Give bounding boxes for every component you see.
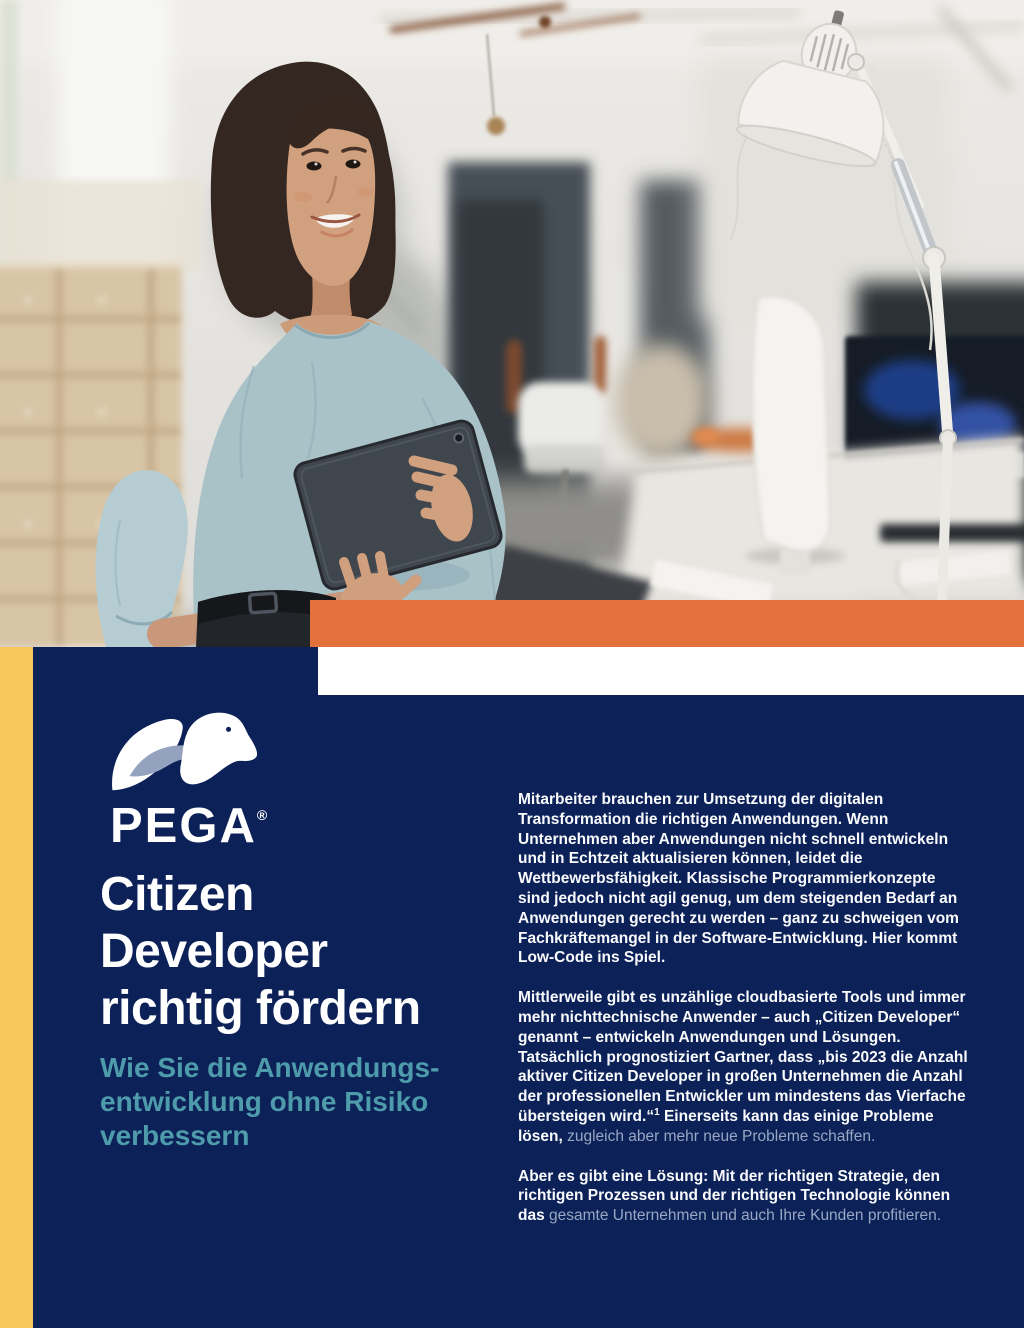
muted-text: gesamte Unternehmen und auch Ihre Kunden profitieren. — [544, 1207, 942, 1225]
registered-mark: ® — [256, 807, 268, 823]
body-paragraph-3: Aber es gibt eine Lösung: Mit der richtigen Strategie, den richtigen Prozessen und der richtigen Technologie können das gesamte Unternehmen und auch Ihre Kunden profitieren. — [518, 1167, 951, 1225]
navy-panel — [33, 647, 1024, 1328]
title-line: Citizen — [100, 868, 254, 921]
footnote-marker: 1 — [654, 1106, 660, 1118]
subtitle-line: entwicklung ohne Risiko — [100, 1086, 429, 1117]
title-line: richtig fördern — [100, 982, 421, 1035]
white-band — [318, 647, 1024, 695]
subtitle-line: verbessern — [100, 1120, 250, 1151]
body-paragraph-1: Mitarbeiter brauchen zur Umsetzung der digitalen Transformation die richtigen Anwendungen. Wenn Unternehmen aber Anwendungen nicht schnell entwickeln und in Echtzeit aktualisieren können, leidet die Wettbewerbsfähigkeit. Klassische Programmierkonzepte sind jedoch nicht agil genug, um dem steigenden Bedarf an Anwendungen gerecht zu werden – ganz zu schweigen vom Fachkräftemangel in der Software-Entwicklung. Hier kommt Low-Code ins Spiel. — [518, 791, 959, 967]
orange-bar — [310, 600, 1024, 647]
body-paragraph-2: Mittlerweile gibt es unzählige cloudbasierte Tools und immer mehr nichttechnische Anwender – auch „Citizen Developer“ genannt – entwickeln Anwendungen und Lösungen. Tatsächlich prognostiziert Gartner, dass „bis 2023 die Anzahl aktiver Citizen Developer in großen Unternehmen die Anzahl der professionellen Entwickler um mindestens das Vierfache übersteigen wird.“$^1$ Einerseits kann das einige Probleme lösen, zugleich aber mehr neue Probleme schaffen. — [518, 989, 968, 1145]
hero-photo — [0, 0, 1024, 647]
yellow-stripe — [0, 647, 33, 1328]
title-line: Developer — [100, 925, 328, 978]
muted-text: zugleich aber mehr neue Probleme schaffen. — [562, 1127, 876, 1145]
brand-wordmark: PEGA® — [110, 799, 268, 853]
subtitle-line: Wie Sie die Anwendungs- — [100, 1052, 440, 1083]
